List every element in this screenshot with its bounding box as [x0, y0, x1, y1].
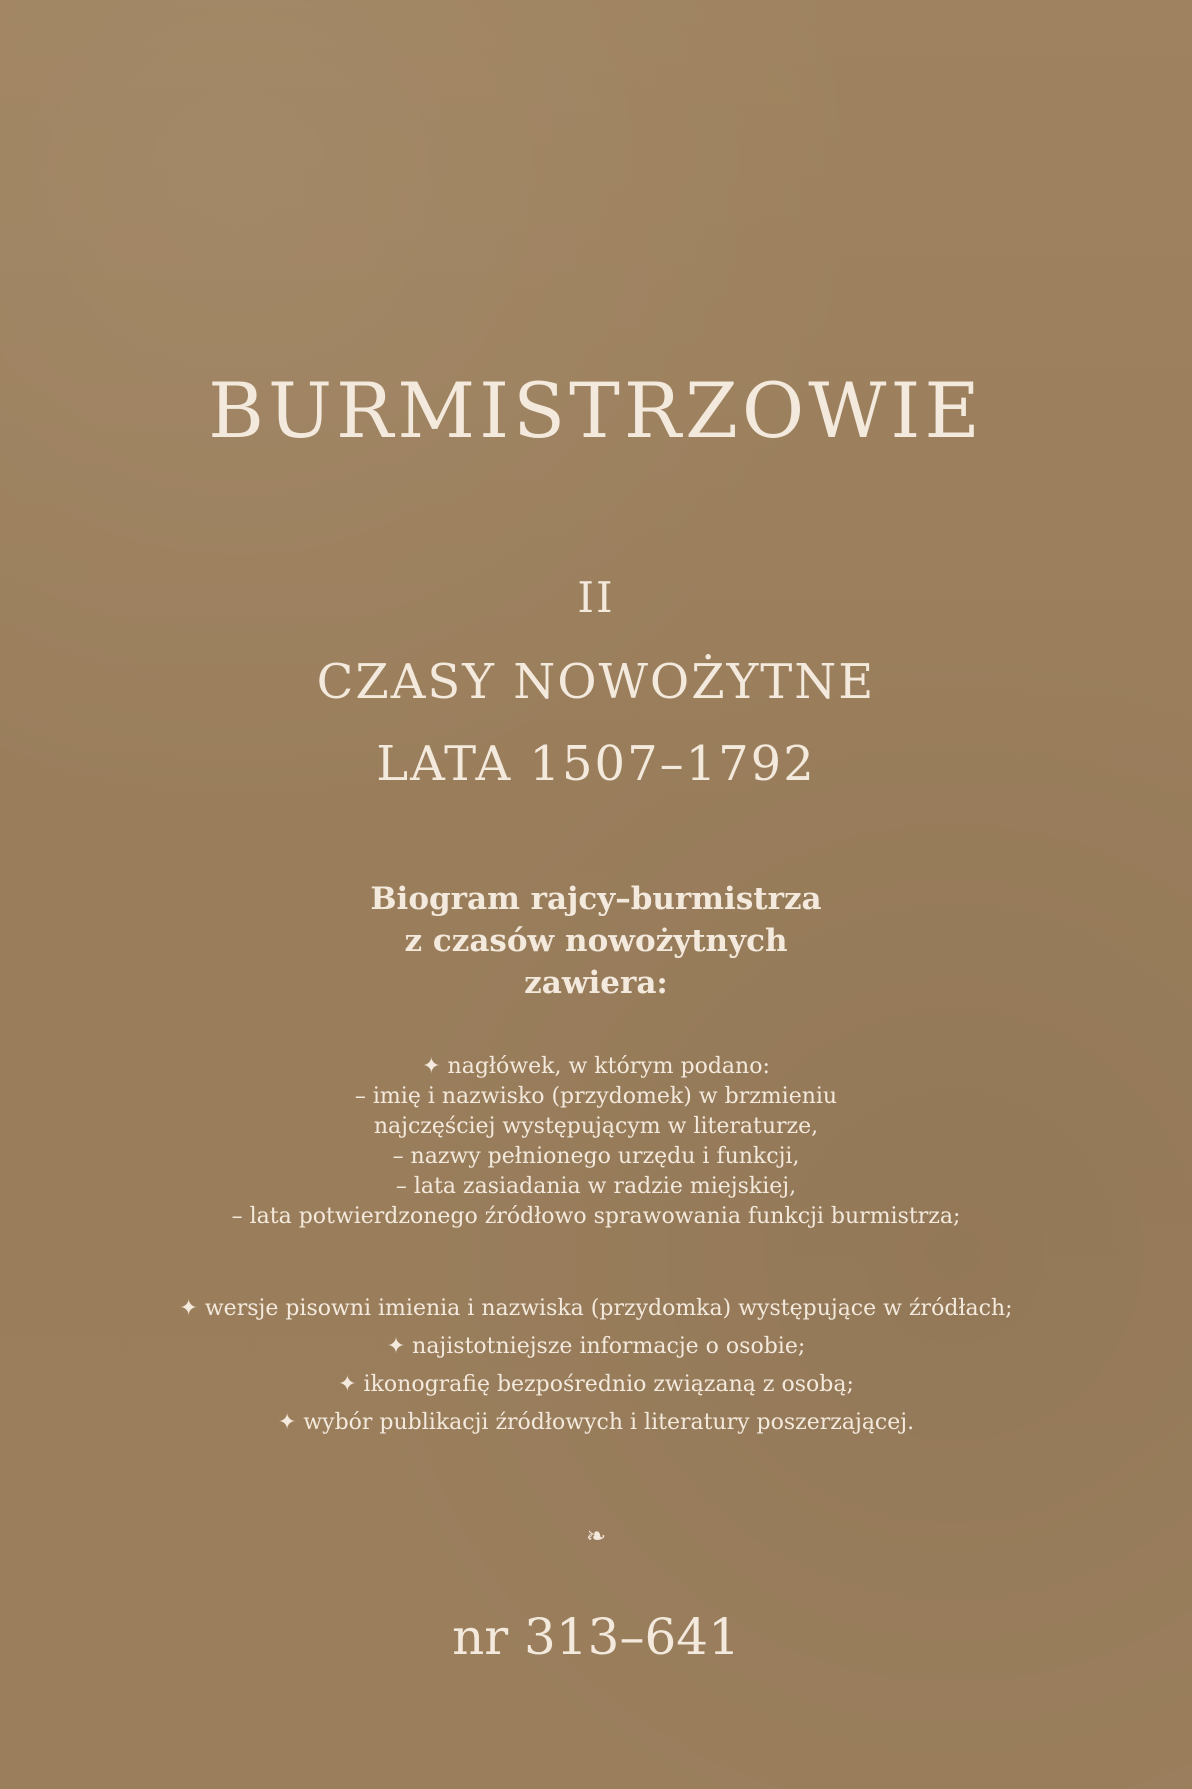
volume-number: II	[577, 573, 615, 622]
bullet-item: ✦ ikonografię bezpośrednio związaną z osobą;	[338, 1372, 854, 1397]
list-item: – nazwy pełnionego urzędu i funkcji,	[392, 1144, 800, 1169]
bullet-item: ✦ najistotniejsze informacje o osobie;	[386, 1334, 806, 1359]
intro-block	[0, 878, 1192, 1004]
ornament-icon: ❧	[585, 1522, 607, 1550]
subtitle-line-2: LATA 1507–1792	[376, 736, 816, 792]
list-item: ✦ nagłówek, w którym podano:	[422, 1054, 770, 1079]
page-title: BURMISTRZOWIE	[208, 366, 984, 455]
list-item: najczęściej występującym w literaturze,	[373, 1114, 819, 1139]
bullet-item: ✦ wersje pisowni imienia i nazwiska (przydomka) występujące w źródłach;	[179, 1296, 1013, 1321]
subtitle-line-1: CZASY NOWOŻYTNE	[316, 654, 876, 710]
header-description-list	[0, 1052, 1192, 1232]
list-item: – lata potwierdzonego źródłowo sprawowania funkcji burmistrza;	[231, 1204, 961, 1229]
bullet-list	[0, 1290, 1192, 1442]
intro-line-3: zawiera:	[524, 965, 668, 1001]
list-item: – lata zasiadania w radzie miejskiej,	[395, 1174, 797, 1199]
issue-number: nr 313–641	[452, 1608, 740, 1666]
list-item: – imię i nazwisko (przydomek) w brzmieniu	[354, 1084, 838, 1109]
intro-line-2: z czasów nowożytnych	[404, 923, 788, 959]
intro-line-1: Biogram rajcy–burmistrza	[370, 881, 822, 917]
bullet-item: ✦ wybór publikacji źródłowych i literatury poszerzającej.	[277, 1410, 915, 1435]
